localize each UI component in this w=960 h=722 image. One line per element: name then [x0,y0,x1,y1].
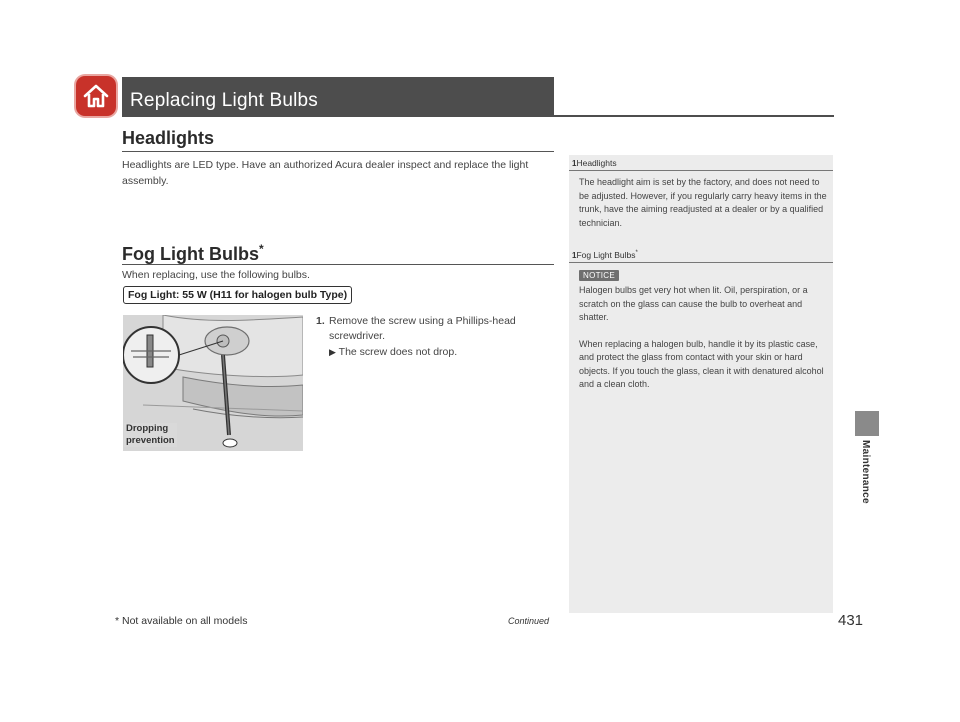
section-divider [122,264,554,265]
fog-heading-text: Fog Light Bulbs [122,244,259,264]
fog-light-heading [122,242,264,265]
note-divider [569,170,833,171]
page-number: 431 [838,612,864,629]
section-tab-label[interactable]: Maintenance [860,440,871,504]
note-ref-icon: 1 [572,251,577,260]
note-title: Headlights [576,158,617,168]
headlights-body: Headlights are LED type. Have an authorized Acura dealer inspect and replace the light assembly. [122,159,529,187]
note-ref-icon: 1 [572,159,577,168]
step-text: Remove the screw using a Phillips-head screwdriver. [329,315,516,342]
bulb-spec-box: Fog Light: 55 W (H11 for halogen bulb Type) [123,286,352,304]
dropping-prevention-callout [124,423,177,447]
fog-heading-asterisk: * [258,242,264,256]
note-title: Fog Light Bulbs [576,250,636,260]
callout-line-2: prevention [126,435,175,446]
step-substep [316,345,554,360]
note-paragraph: Halogen bulbs get very hot when lit. Oil, perspiration, or a scratch on the glass can cause the bulb to overheat and shatter. [579,285,808,322]
note-fog-body [579,284,827,405]
step-number: 1. [316,315,325,327]
headlights-heading: Headlights [122,128,215,148]
continued-label: Continued [508,616,550,626]
substep-text: The screw does not drop. [338,346,458,358]
section-divider [122,151,554,152]
arrow-right-icon: ▶ [329,347,336,357]
note-divider [569,262,833,263]
note-headlights-body: The headlight aim is set by the factory, and does not need to be adjusted. However, if you regularly carry heavy items in the trunk, have the aiming readjusted at a dealer or by a qualified technician. [579,177,827,228]
page-title: Replacing Light Bulbs [130,90,318,111]
notice-badge: NOTICE [579,270,619,281]
section-tab-marker[interactable] [855,411,879,436]
note-paragraph: When replacing a halogen bulb, handle it by its plastic case, and protect the glass from contact with your skin or hard objects. If you touch the glass, clean it with denatured alcohol and a clean cloth. [579,338,824,389]
note-headlights-heading [572,158,617,168]
home-icon [82,83,110,109]
note-fog-heading [572,250,638,260]
footnote: * Not available on all models [115,615,248,627]
fog-intro-text: When replacing, use the following bulbs. [122,269,310,281]
home-button[interactable] [76,76,116,116]
callout-line-1: Dropping [126,423,169,434]
title-underline [122,115,834,117]
note-asterisk: * [635,250,638,257]
step-1 [316,314,554,360]
